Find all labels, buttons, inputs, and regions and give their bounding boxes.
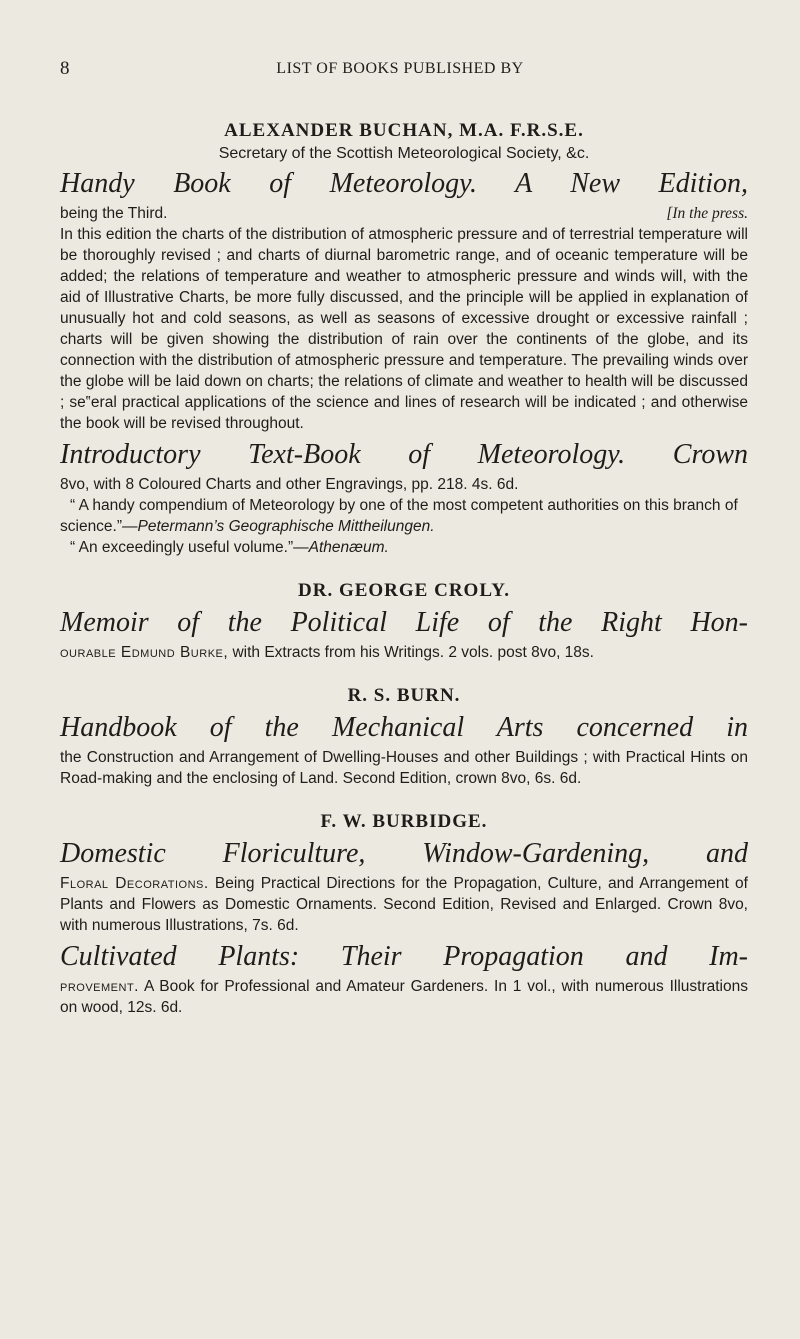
book-title: Handy Book of Meteorology. A New Edition, <box>60 168 748 199</box>
author-name: F. W. BURBIDGE. <box>320 811 488 832</box>
running-head: LIST OF BOOKS PUBLISHED BY <box>276 60 524 77</box>
review-quote <box>60 495 748 537</box>
page-header <box>0 58 800 88</box>
author-name: DR. GEORGE CROLY. <box>298 580 510 601</box>
page-content <box>60 120 748 1018</box>
book-details: 8vo, with 8 Coloured Charts and other Engravings, pp. 218. 4s. 6d. <box>60 476 519 493</box>
description-smallcaps: ourable Edmund Burke, <box>60 644 229 661</box>
press-status: [In the press. <box>666 205 748 222</box>
edition-note: being the Third. <box>60 205 168 222</box>
page-number: 8 <box>60 58 70 79</box>
book-description <box>60 873 748 936</box>
review-quote <box>60 537 748 558</box>
description-text: A Book for Professional and Amateur Gardeners. In 1 vol., with numerous Illustrations on wood, 12s. 6d. <box>60 978 748 1016</box>
entry-buchan <box>60 120 748 558</box>
description-smallcaps: provement. <box>60 978 139 995</box>
edition-row <box>60 203 748 224</box>
entry-croly <box>60 580 748 663</box>
author-subtitle: Secretary of the Scottish Meteorological Society, &c. <box>218 145 590 162</box>
description-smallcaps: Floral Decorations. <box>60 875 209 892</box>
author-name: ALEXANDER BUCHAN, M.A. F.R.S.E. <box>224 120 584 141</box>
book-title: Introductory Text-Book of Meteorology. Crown <box>60 439 748 470</box>
book-description <box>60 976 748 1018</box>
quote-source: Athenæum. <box>308 539 389 556</box>
entry-burbidge <box>60 811 748 1018</box>
quote-text: “ An exceedingly useful volume.”— <box>70 539 309 556</box>
book-title: Domestic Floriculture, Window-Gardening, and <box>60 838 748 869</box>
book-description <box>60 642 748 663</box>
book-title: Handbook of the Mechanical Arts concerned in <box>60 712 748 743</box>
book-description: the Construction and Arrangement of Dwelling-Houses and other Buildings ; with Practical Hints on Road-making and the enclosing of Land. Second Edition, crown 8vo, 6s. 6d. <box>60 749 748 787</box>
book-title: Memoir of the Political Life of the Right Hon- <box>60 607 748 638</box>
book-description: In this edition the charts of the distribution of atmospheric pressure and of terrestrial temperature will be thoroughly revised ; and charts of diurnal barometric range, and of oceanic temperature will be added; the relations of temperature and weather to atmospheric pressure and winds will, with the aid of Illustrative Charts, be more fully discussed, and the principle will be applied in explanation of unusually hot and cold seasons, as well as seasons of excessive drought or excessive rainfall ; charts will be given showing the distribution of rain over the continents of the globe, and its connection with the distribution of atmospheric pressure and temperature. The prevailing winds over the globe will be laid down on charts; the relations of climate and weather to health will be discussed ; se‟eral practical applications of the science and lines of research will be indicated ; and otherwise the book will be revised throughout. <box>60 226 748 432</box>
quote-source: Petermann’s Geographische Mittheilungen. <box>137 518 435 535</box>
quote-text: “ A handy compendium of Meteorology by one of the most competent authorities on this branch of science.”— <box>60 497 738 535</box>
book-title: Cultivated Plants: Their Propagation and Im- <box>60 941 748 972</box>
description-text: with Extracts from his Writings. 2 vols. post 8vo, 18s. <box>228 644 594 661</box>
entry-burn <box>60 685 748 789</box>
author-name: R. S. BURN. <box>347 685 461 706</box>
description-text: Being Practical Directions for the Propagation, Culture, and Arrangement of Plants and Flowers as Domestic Ornaments. Second Edition, Revised and Enlarged. Crown 8vo, with numerous Illustrations, 7s. 6d. <box>60 875 748 934</box>
